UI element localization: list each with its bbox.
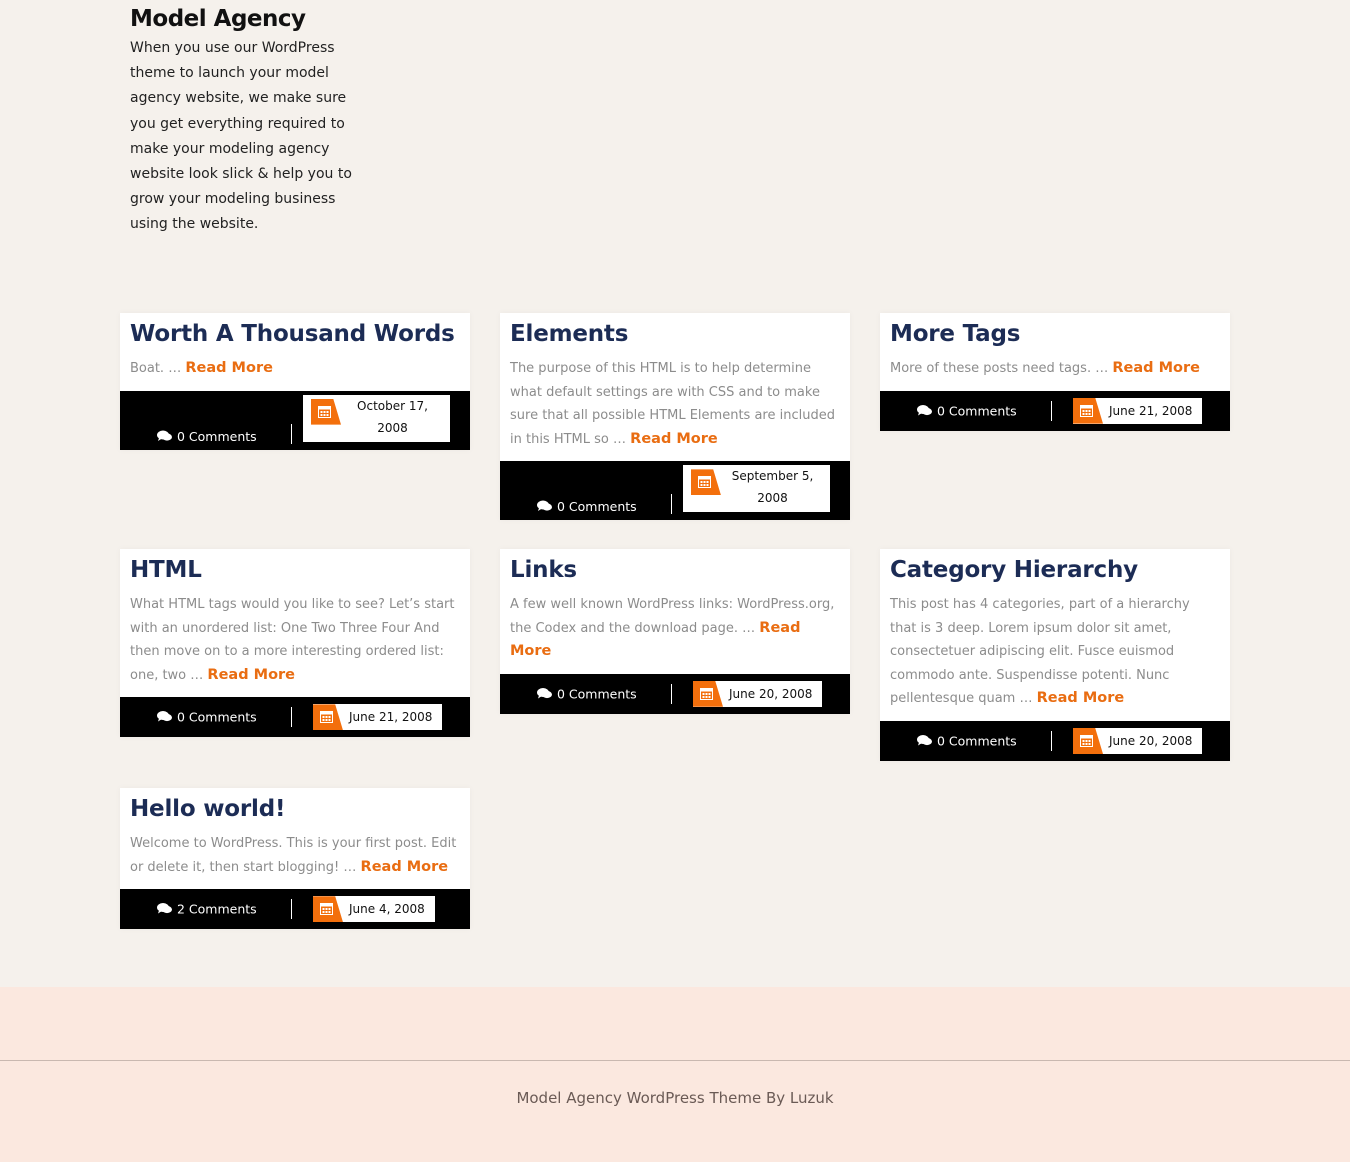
post-date[interactable] (303, 395, 450, 442)
post-date[interactable] (683, 465, 830, 512)
post-card (500, 313, 850, 520)
read-more-link[interactable]: Read More (630, 430, 718, 447)
footer-divider (0, 1060, 1350, 1061)
comments-count: 2 Comments (177, 901, 257, 917)
post-title[interactable]: Hello world! (130, 796, 286, 822)
read-more-link[interactable]: Read More (185, 360, 273, 376)
calendar-icon (693, 681, 723, 707)
comments-link[interactable] (537, 686, 637, 701)
excerpt-text: A few well known WordPress links: WordPress.org, the Codex and the download page. … (510, 597, 835, 636)
post-card (120, 549, 470, 737)
post-excerpt (510, 357, 840, 461)
post-excerpt (890, 593, 1220, 721)
comments-icon (157, 711, 172, 723)
read-more-link[interactable]: Read More (1112, 360, 1200, 376)
site-description: When you use our WordPress theme to launch your model agency website, we make sure you get everything required to make your modeling agency website look slick & help you to grow your modeling business using the website. (130, 40, 352, 233)
post-title[interactable]: Category Hierarchy (890, 557, 1138, 583)
post-date[interactable] (313, 704, 442, 730)
footer-credit[interactable]: Model Agency WordPress Theme By Luzuk (516, 1089, 834, 1107)
excerpt-text: More of these posts need tags. … (890, 361, 1109, 376)
post-date-text: June 21, 2008 (1109, 403, 1193, 418)
post-date-text: June 4, 2008 (349, 902, 425, 917)
post-date-text: June 20, 2008 (729, 686, 813, 701)
meta-divider (291, 899, 292, 919)
calendar-icon (311, 399, 341, 425)
post-date-text: September 5, 2008 (731, 469, 814, 506)
excerpt-text: Boat. … (130, 361, 182, 376)
post-excerpt (130, 593, 460, 697)
meta-divider (671, 494, 672, 514)
post-title[interactable]: Elements (510, 321, 629, 347)
post-excerpt (890, 357, 1220, 391)
post-excerpt (130, 832, 460, 889)
excerpt-text: What HTML tags would you like to see? Let’s start with an unordered list: One Two Three Four And then move on to a more interesting ordered list: one, two … (130, 597, 455, 683)
meta-divider (1051, 731, 1052, 751)
comments-count: 0 Comments (557, 499, 637, 515)
post-meta-bar (120, 889, 470, 929)
calendar-icon (1073, 398, 1103, 424)
comments-icon (917, 734, 932, 746)
comments-icon (157, 430, 172, 442)
post-date[interactable] (313, 896, 435, 922)
post-card (120, 313, 470, 450)
post-meta-bar (880, 721, 1230, 761)
post-date-text: June 21, 2008 (349, 710, 433, 725)
post-meta-bar (120, 391, 470, 450)
read-more-link[interactable]: Read More (510, 619, 801, 660)
read-more-link[interactable]: Read More (1036, 690, 1125, 707)
post-meta-bar (120, 697, 470, 737)
post-date[interactable] (1073, 398, 1202, 424)
comments-link[interactable] (537, 499, 637, 514)
comments-icon (917, 404, 932, 416)
read-more-link[interactable]: Read More (207, 666, 296, 683)
excerpt-text: This post has 4 categories, part of a hierarchy that is 3 deep. Lorem ipsum dolor sit amet, consectetuer adipiscing elit. Fusce euismod commodo ante. Suspendisse potenti. Nunc pellentesque quam … (890, 597, 1190, 707)
post-meta-bar (500, 674, 850, 714)
comments-count: 0 Comments (937, 403, 1017, 419)
post-title[interactable]: Links (510, 557, 577, 583)
post-card (880, 549, 1230, 761)
calendar-icon (691, 469, 721, 495)
calendar-icon (1073, 728, 1103, 754)
excerpt-text: Welcome to WordPress. This is your first post. Edit or delete it, then start blogging! … (130, 836, 457, 875)
comments-link[interactable] (917, 403, 1017, 418)
site-title[interactable]: Model Agency (130, 6, 306, 32)
meta-divider (291, 424, 292, 444)
comments-count: 0 Comments (557, 686, 637, 702)
post-date[interactable] (1073, 728, 1202, 754)
comments-count: 0 Comments (937, 733, 1017, 749)
comments-count: 0 Comments (177, 709, 257, 725)
read-more-link[interactable]: Read More (360, 858, 449, 875)
calendar-icon (313, 704, 343, 730)
post-excerpt (130, 357, 460, 391)
post-date-text: June 20, 2008 (1109, 733, 1193, 748)
comments-icon (537, 687, 552, 699)
comments-link[interactable] (157, 429, 257, 444)
comments-icon (537, 500, 552, 512)
comments-icon (157, 903, 172, 915)
post-card (120, 788, 470, 929)
comments-count: 0 Comments (177, 428, 257, 444)
excerpt-text: The purpose of this HTML is to help determine what default settings are with CSS and to make sure that all possible HTML Elements are included in this HTML so … (510, 361, 835, 447)
post-title[interactable]: Worth A Thousand Words (130, 321, 455, 347)
meta-divider (1051, 401, 1052, 421)
comments-link[interactable] (157, 710, 257, 725)
post-meta-bar (500, 461, 850, 520)
comments-link[interactable] (917, 733, 1017, 748)
meta-divider (671, 684, 672, 704)
comments-link[interactable] (157, 902, 257, 917)
post-title[interactable]: More Tags (890, 321, 1021, 347)
post-meta-bar (880, 391, 1230, 431)
calendar-icon (313, 896, 343, 922)
site-footer (0, 987, 1350, 1162)
post-card (880, 313, 1230, 431)
post-date[interactable] (693, 681, 822, 707)
post-date-text: October 17, 2008 (357, 398, 428, 435)
post-card (500, 549, 850, 714)
meta-divider (291, 707, 292, 727)
post-title[interactable]: HTML (130, 557, 202, 583)
post-excerpt (510, 593, 840, 674)
